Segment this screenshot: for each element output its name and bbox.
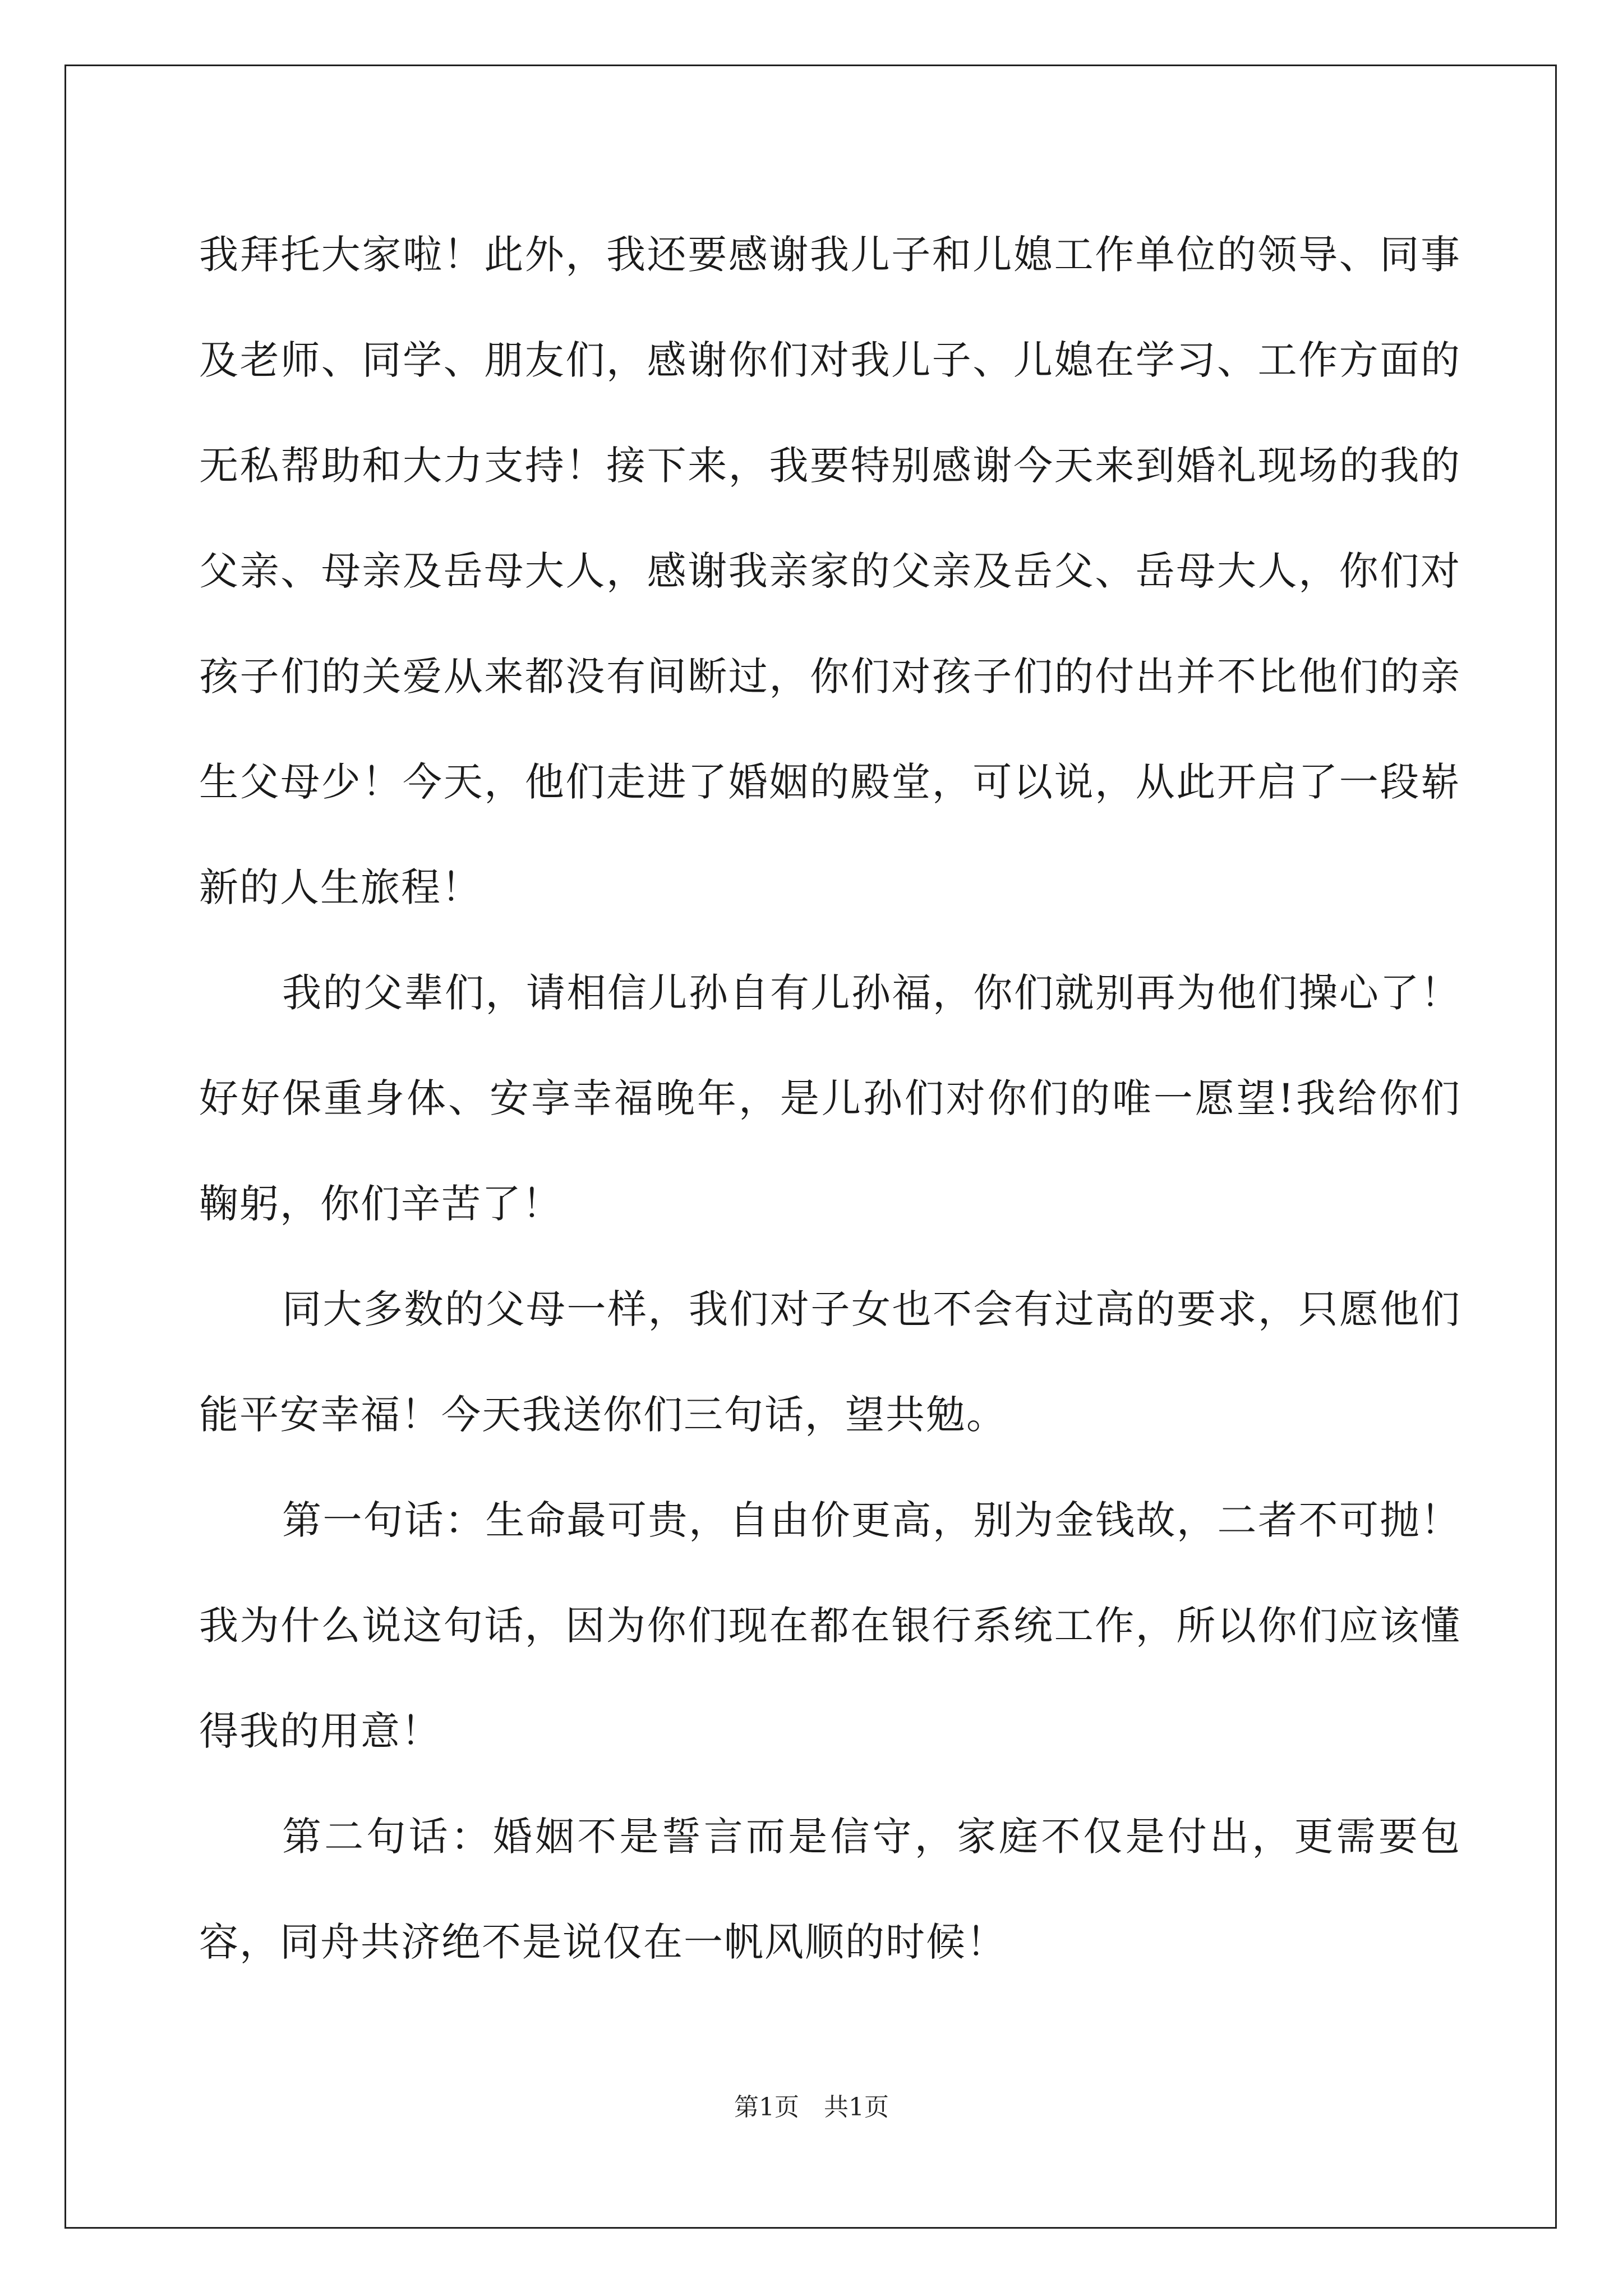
page-footer [0,2087,1623,2123]
paragraph-2: 我的父辈们，请相信儿孙自有儿孙福，你们就别再为他们操心了！好好保重身体、安享幸福晚年，是儿孙们对你们的唯一愿望!我给你们鞠躬，你们辛苦了！ [199,970,1461,1227]
document-body [199,202,1461,1995]
paragraph-1: 我拜托大家啦！此外，我还要感谢我儿子和儿媳工作单位的领导、同事及老师、同学、朋友们，感谢你们对我儿子、儿媳在学习、工作方面的无私帮助和大力支持！接下来，我要特别感谢今天来到婚礼现场的我的父亲、母亲及岳母大人，感谢我亲家的父亲及岳父、岳母大人，你们对孩子们的关爱从来都没有间断过，你们对孩子们的付出并不比他们的亲生父母少！今天，他们走进了婚姻的殿堂，可以说，从此开启了一段崭新的人生旅程！ [199,232,1461,910]
page-number: 第1页 [734,2093,799,2122]
paragraph-5: 第二句话：婚姻不是誓言而是信守，家庭不仅是付出，更需要包容，同舟共济绝不是说仅在一帆风顺的时候！ [199,1814,1461,1965]
page-total: 共1页 [824,2093,889,2122]
paragraph-3: 同大多数的父母一样，我们对子女也不会有过高的要求，只愿他们能平安幸福！今天我送你们三句话，望共勉。 [199,1286,1461,1438]
paragraph-4: 第一句话：生命最可贵，自由价更高，别为金钱故，二者不可抛！我为什么说这句话，因为你们现在都在银行系统工作，所以你们应该懂得我的用意！ [199,1497,1461,1754]
